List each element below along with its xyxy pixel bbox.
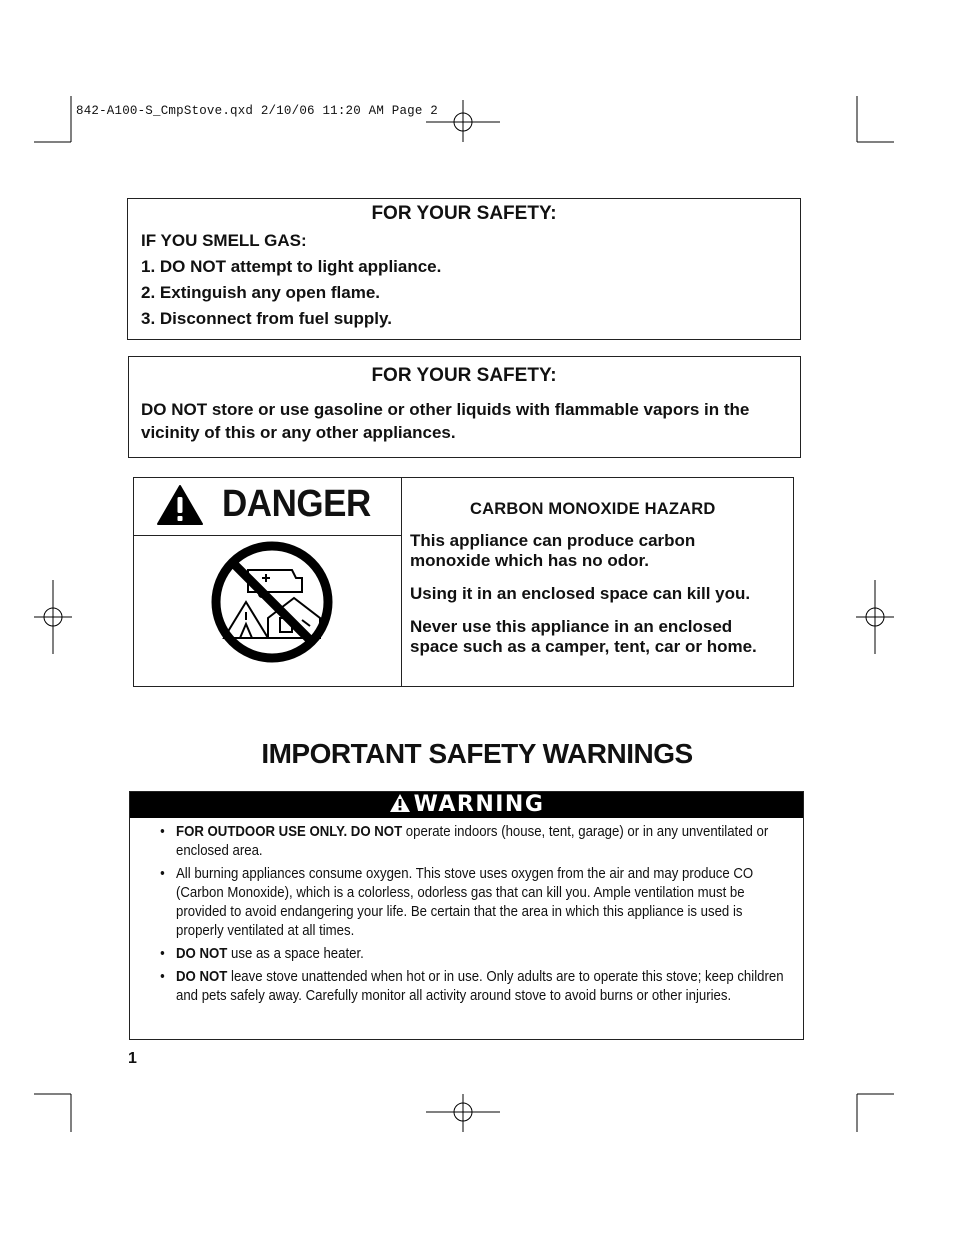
danger-word: DANGER xyxy=(222,483,371,525)
danger-title: CARBON MONOXIDE HAZARD xyxy=(470,500,716,518)
warning-triangle-icon xyxy=(156,484,204,526)
print-slug: 842-A100-S_CmpStove.qxd 2/10/06 11:20 AM Page 2 xyxy=(76,104,438,118)
danger-paragraph: This appliance can produce carbon monoxide which has no odor. xyxy=(410,531,696,570)
warning-item-text: operate indoors (house, tent, garage) or in any unventilated or enclosed area. xyxy=(176,823,769,859)
safety-box-gas xyxy=(127,198,801,340)
warning-label: WARNING xyxy=(413,792,545,817)
safety-line: 3. Disconnect from fuel supply. xyxy=(141,309,392,328)
danger-header xyxy=(134,478,401,536)
no-camper-tent-home-icon xyxy=(210,540,334,664)
warning-item-text: All burning appliances consume oxygen. This stove uses oxygen from the air and may produce CO (Carbon Monoxide), which is a colorless, odorless gas that can kill you. Ample ventilation must be provided to avoid endangering your life. Be certain that the area in which this appliance is used is properly ventilated at all times. xyxy=(176,865,754,939)
section-heading: IMPORTANT SAFETY WARNINGS xyxy=(261,738,693,769)
registration-mark-right-icon xyxy=(856,580,894,654)
warning-item xyxy=(176,967,794,1005)
safety-box-title: FOR YOUR SAFETY: xyxy=(371,203,557,224)
warning-box xyxy=(129,791,804,1040)
warning-item-text: leave stove unattended when hot or in use. Only adults are to operate this stove; keep children and pets safely away. Carefully monitor all activity around stove to avoid burns or other injuries. xyxy=(176,968,784,1004)
warning-item xyxy=(176,944,794,963)
danger-left-column xyxy=(134,478,402,686)
safety-line: 2. Extinguish any open flame. xyxy=(141,283,380,302)
warning-item xyxy=(176,822,794,860)
registration-mark-bottom-icon xyxy=(426,1094,500,1132)
warning-item-bold: FOR OUTDOOR USE ONLY. DO NOT xyxy=(176,823,403,840)
registration-mark-top-icon xyxy=(426,100,500,142)
warning-item-bold: DO NOT xyxy=(176,968,228,985)
warning-bar xyxy=(130,792,803,818)
warning-list xyxy=(130,822,803,1009)
danger-paragraph: Using it in an enclosed space can kill you. xyxy=(410,584,751,603)
safety-body: DO NOT store or use gasoline or other liquids with flammable vapors in the vicinity of this or any other appliances. xyxy=(141,400,750,442)
danger-paragraph: Never use this appliance in an enclosed space such as a camper, tent, car or home. xyxy=(410,617,757,656)
warning-item-text: use as a space heater. xyxy=(227,945,364,962)
registration-mark-left-icon xyxy=(34,580,72,654)
safety-box-title: FOR YOUR SAFETY: xyxy=(371,365,557,386)
page-number: 1 xyxy=(128,1050,137,1067)
warning-item xyxy=(176,864,794,940)
safety-line: 1. DO NOT attempt to light appliance. xyxy=(141,257,442,276)
safety-line: IF YOU SMELL GAS: xyxy=(141,231,307,250)
warning-triangle-icon xyxy=(389,793,411,813)
danger-panel xyxy=(133,477,794,687)
safety-box-flammables xyxy=(128,356,801,458)
warning-item-bold: DO NOT xyxy=(176,945,228,962)
